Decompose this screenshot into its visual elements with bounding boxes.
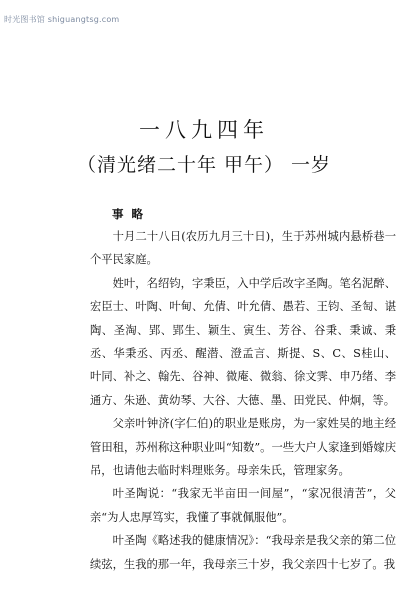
- section-heading: 事 略: [112, 207, 146, 221]
- reign-title: （清光绪二十年 甲午） 一岁: [76, 154, 332, 176]
- year-title: 一八九四年: [139, 118, 269, 142]
- paragraph-quote: 叶圣陶说：“我家无半亩田一间屋”，“家况很清苦”，父亲“为人忠厚笃实，我懂了事就佩服他”。: [90, 487, 396, 524]
- watermark: 时光图书馆 shiguangtsg.com: [4, 15, 120, 24]
- body-text: [90, 225, 396, 576]
- paragraph-names: 姓叶，名绍钧，字秉臣，入中学后改字圣陶。笔名泥醉、宏臣士、叶陶、叶甸、允倩、叶允倩、愚若、王钧、圣匋、谌陶、圣淘、郢、郢生、颖生、寅生、芳谷、谷秉、秉诚、秉丞、华秉丞、丙丞、醒潜、澄孟言、斯提、S、C、S桂山、叶同、补之、翰先、谷神、微庵、微翁、徐文霁、申乃绪、李通方、朱逊、黄幼琴、大谷、大德、墨、田党民、仲炯，等。: [90, 276, 396, 407]
- paragraph-father: 父亲叶钟济(字仁伯)的职业是账房，为一家姓吴的地主经管田租，苏州称这种职业叫“知数”。一些大户人家逢到婚嫁庆吊，也请他去临时料理账务。母亲朱氏，管理家务。: [90, 417, 396, 478]
- paragraph-birth: 十月二十八日(农历九月三十日)，生于苏州城内悬桥巷一个平民家庭。: [90, 230, 396, 267]
- paragraph-health: 叶圣陶《略述我的健康情况》：“我母亲是我父亲的第二位续弦，生我的那一年，我母亲三十岁，我父亲四十七岁了。我: [90, 534, 396, 571]
